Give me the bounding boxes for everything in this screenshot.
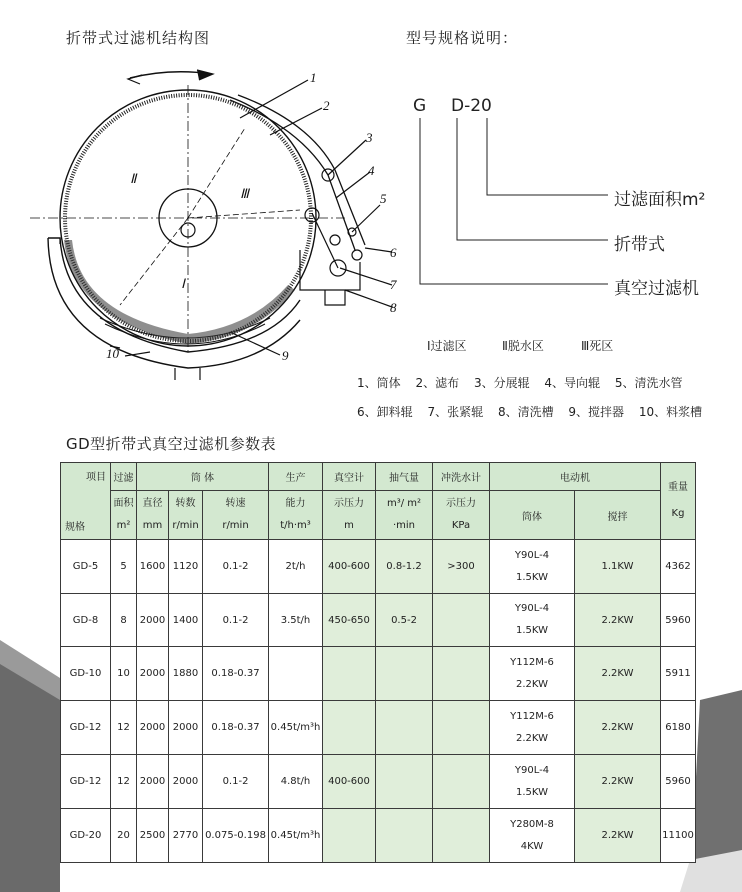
cell-model: GD-10 (61, 647, 111, 701)
cell-vac: 400-600 (323, 540, 376, 594)
cell-area: 12 (111, 755, 137, 809)
cell-weight: 11100 (661, 809, 696, 863)
cell-stir: 2.2KW (575, 755, 661, 809)
table-row (61, 809, 696, 863)
header-item-spec: 项目 规格 (61, 463, 111, 540)
cell-area: 12 (111, 701, 137, 755)
part-item: 6、卸料辊 (357, 405, 413, 419)
parameter-table (60, 462, 696, 863)
part-item: 10、料浆槽 (638, 405, 703, 419)
cell-cap: 3.5t/h (269, 594, 323, 647)
cell-cap: 0.45t/m³h (269, 701, 323, 755)
cell-speed: 0.18-0.37 (203, 647, 269, 701)
part-item: 8、清洗槽 (497, 405, 554, 419)
cell-rpm: 1880 (169, 647, 203, 701)
cell-vac: 450-650 (323, 594, 376, 647)
callout-number: 7 (390, 277, 397, 292)
header-vacuum: 真空计 (323, 463, 376, 491)
cell-speed: 0.1-2 (203, 540, 269, 594)
cell-rpm: 1120 (169, 540, 203, 594)
cell-motor: Y280M-8 4KW (490, 809, 575, 863)
callout-number: 2 (323, 98, 330, 113)
model-label-type: 折带式 (614, 235, 665, 255)
model-spec-title: 型号规格说明： (406, 29, 519, 47)
callout-number: 1 (310, 70, 317, 85)
cell-stir: 2.2KW (575, 647, 661, 701)
part-item: 5、清洗水管 (614, 376, 683, 390)
header-capacity-unit: 能力 t/h·m³ (269, 491, 323, 540)
callout-number: 5 (380, 191, 387, 206)
header-wash-unit: 示压力 KPa (433, 491, 490, 540)
cell-dia: 2000 (137, 755, 169, 809)
cell-motor: Y90L-4 1.5KW (490, 594, 575, 647)
cell-area: 8 (111, 594, 137, 647)
part-item: 2、滤布 (415, 376, 460, 390)
cell-cap: 2t/h (269, 540, 323, 594)
header-air-unit: m³/ m² ·min (376, 491, 433, 540)
part-item: 3、分展辊 (473, 376, 530, 390)
cell-model: GD-12 (61, 755, 111, 809)
diagram-title: 折带式过滤机结构图 (66, 29, 211, 47)
cell-area: 20 (111, 809, 137, 863)
cell-model: GD-5 (61, 540, 111, 594)
model-code-d: D-20 (451, 96, 492, 116)
table-row (61, 594, 696, 647)
header-air: 抽气量 (376, 463, 433, 491)
part-item: 1、筒体 (357, 376, 401, 390)
cell-weight: 5911 (661, 647, 696, 701)
header-speed: 转速 r/min (203, 491, 269, 540)
parts-legend-row (357, 403, 713, 420)
cell-stir: 2.2KW (575, 594, 661, 647)
cell-dia: 2000 (137, 647, 169, 701)
callout-number: 9 (282, 348, 289, 363)
cell-speed: 0.1-2 (203, 594, 269, 647)
cell-motor: Y112M-6 2.2KW (490, 701, 575, 755)
cell-model: GD-8 (61, 594, 111, 647)
cell-rpm: 2770 (169, 809, 203, 863)
cell-speed: 0.075-0.198 (203, 809, 269, 863)
cell-rpm: 2000 (169, 701, 203, 755)
cell-air: 0.5-2 (376, 594, 433, 647)
cell-speed: 0.1-2 (203, 755, 269, 809)
cell-air (376, 647, 433, 701)
callout-number: 4 (368, 163, 375, 178)
header-motor: 电动机 (490, 463, 661, 491)
cell-vac (323, 809, 376, 863)
cell-stir: 1.1KW (575, 540, 661, 594)
zone-legend-item: Ⅰ过滤区 (427, 339, 467, 353)
cell-weight: 4362 (661, 540, 696, 594)
cell-model: GD-12 (61, 701, 111, 755)
callout-number: 8 (390, 300, 397, 315)
header-weight: 重量 Kg (661, 463, 696, 540)
header-motor-drum: 筒体 (490, 491, 575, 540)
cell-area: 5 (111, 540, 137, 594)
cell-dia: 2000 (137, 701, 169, 755)
cell-model: GD-20 (61, 809, 111, 863)
cell-wash (433, 809, 490, 863)
model-code-g: G (413, 96, 427, 116)
header-area: 过滤 (111, 463, 137, 491)
callout-number: 10 (106, 346, 119, 361)
table-row (61, 647, 696, 701)
cell-wash (433, 594, 490, 647)
part-item: 7、张紧辊 (427, 405, 484, 419)
model-spec-lines (0, 0, 742, 300)
cell-wash (433, 647, 490, 701)
cell-dia: 2500 (137, 809, 169, 863)
model-label-machine: 真空过滤机 (614, 279, 699, 299)
cell-dia: 1600 (137, 540, 169, 594)
model-label-area: 过滤面积m² (614, 190, 706, 210)
parts-legend-row (357, 374, 694, 391)
table-row (61, 540, 696, 594)
zone-legend-item: Ⅲ死区 (581, 339, 614, 353)
zone-label: Ⅱ (130, 171, 137, 186)
part-item: 9、搅拌器 (568, 405, 625, 419)
cell-rpm: 1400 (169, 594, 203, 647)
callout-number: 6 (390, 245, 397, 260)
table-title: GD型折带式真空过滤机参数表 (66, 435, 277, 453)
cell-cap: 4.8t/h (269, 755, 323, 809)
header-dia: 直径 mm (137, 491, 169, 540)
cell-vac (323, 647, 376, 701)
cell-air: 0.8-1.2 (376, 540, 433, 594)
cell-vac (323, 701, 376, 755)
cell-dia: 2000 (137, 594, 169, 647)
cell-cap (269, 647, 323, 701)
cell-speed: 0.18-0.37 (203, 701, 269, 755)
cell-rpm: 2000 (169, 755, 203, 809)
cell-cap: 0.45t/m³h (269, 809, 323, 863)
header-rpm: 转数 r/min (169, 491, 203, 540)
cell-motor: Y112M-6 2.2KW (490, 647, 575, 701)
cell-wash: >300 (433, 540, 490, 594)
table-row (61, 701, 696, 755)
header-capacity: 生产 (269, 463, 323, 491)
header-motor-stir: 搅拌 (575, 491, 661, 540)
zone-label: Ⅲ (240, 186, 249, 201)
cell-weight: 5960 (661, 755, 696, 809)
cell-area: 10 (111, 647, 137, 701)
cell-weight: 6180 (661, 701, 696, 755)
part-item: 4、导向辊 (544, 376, 601, 390)
cell-motor: Y90L-4 1.5KW (490, 540, 575, 594)
cell-motor: Y90L-4 1.5KW (490, 755, 575, 809)
cell-wash (433, 701, 490, 755)
cell-weight: 5960 (661, 594, 696, 647)
cell-wash (433, 755, 490, 809)
table-row (61, 755, 696, 809)
cell-stir: 2.2KW (575, 701, 661, 755)
cell-air (376, 755, 433, 809)
header-area-unit: 面积 m² (111, 491, 137, 540)
header-wash: 冲洗水计 (433, 463, 490, 491)
cell-stir: 2.2KW (575, 809, 661, 863)
header-vacuum-unit: 示压力 m (323, 491, 376, 540)
cell-vac: 400-600 (323, 755, 376, 809)
callout-number: 3 (366, 130, 373, 145)
cell-air (376, 701, 433, 755)
header-drum: 筒 体 (137, 463, 269, 491)
zone-label: Ⅰ (181, 276, 185, 291)
cell-air (376, 809, 433, 863)
zone-legend-item: Ⅱ脱水区 (502, 339, 544, 353)
